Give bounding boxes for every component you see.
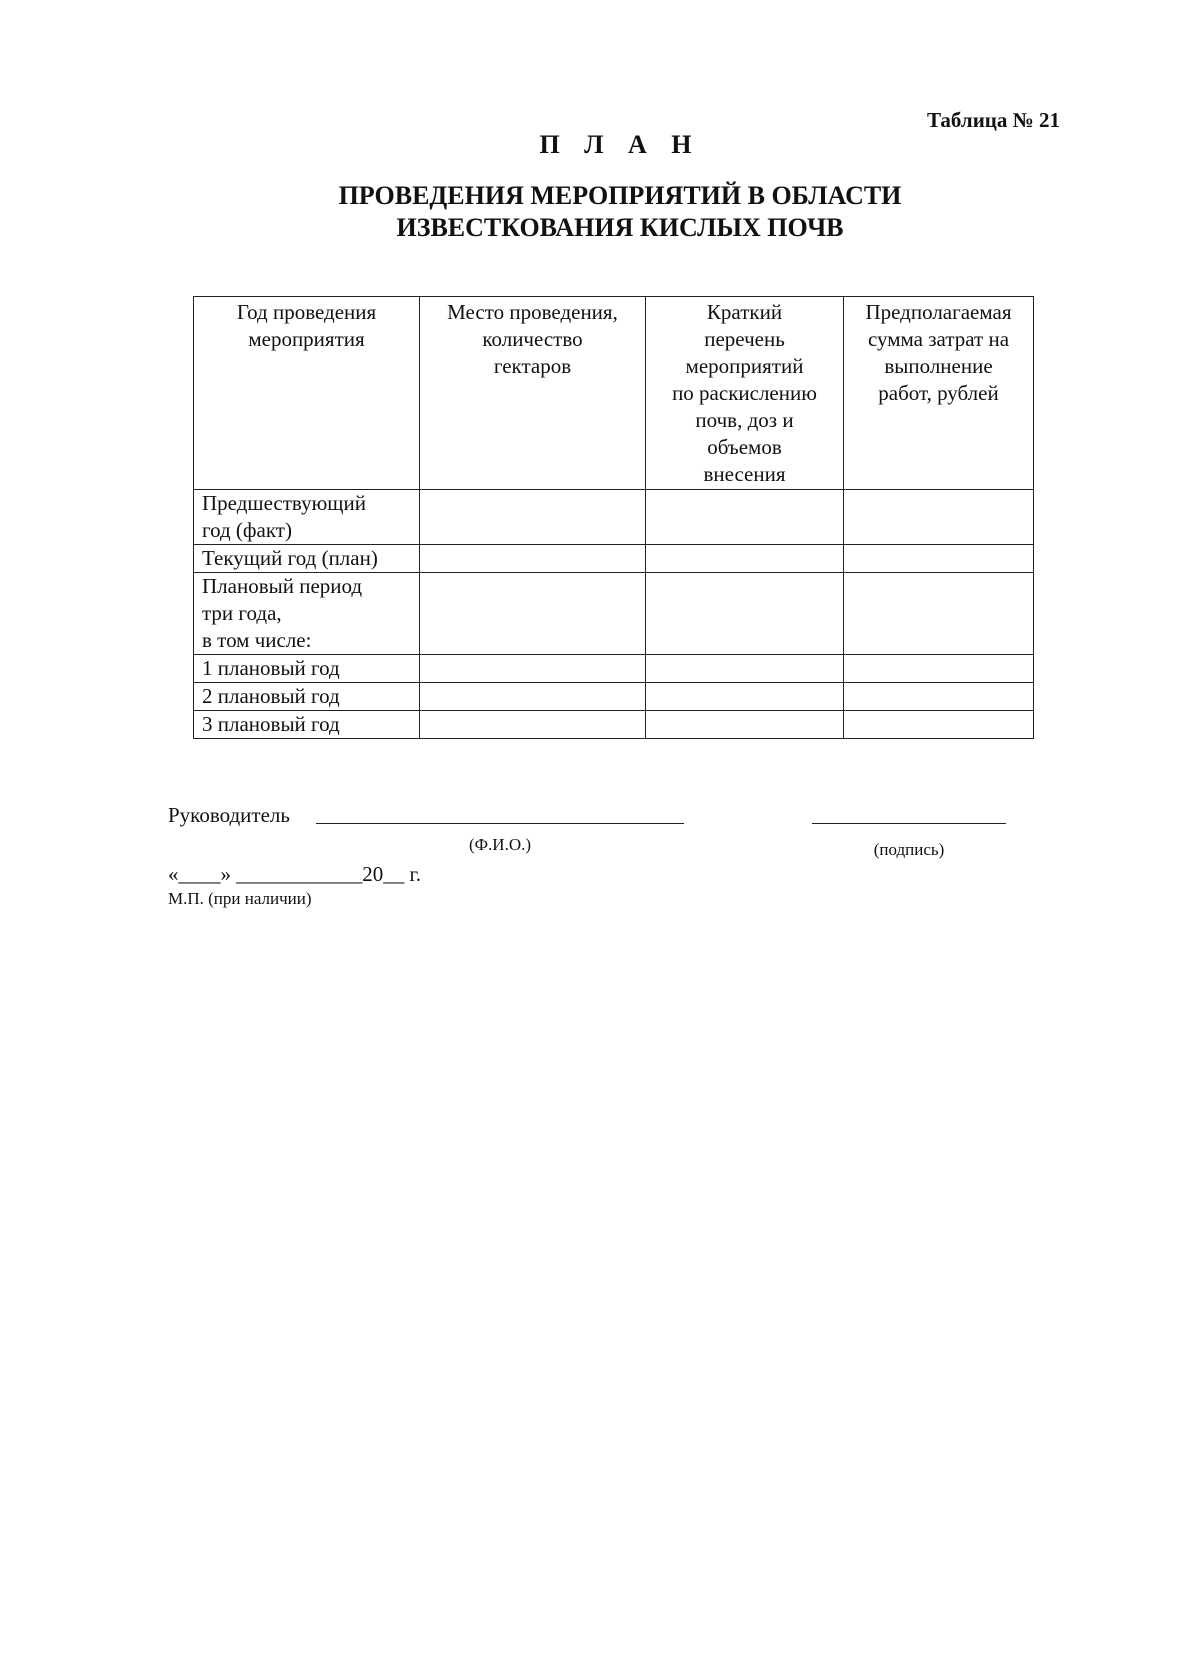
document-title: П Л А Н	[539, 130, 701, 159]
table-row	[194, 655, 1034, 683]
row-label-prev-year	[194, 490, 420, 545]
header-line: по раскислению	[672, 381, 817, 405]
table-cell[interactable]	[646, 573, 844, 655]
row-label-year-2: 2 плановый год	[194, 683, 420, 711]
table-cell[interactable]	[646, 490, 844, 545]
document-subtitle	[0, 180, 1200, 244]
signature-block	[168, 803, 1028, 923]
header-line: перечень	[704, 327, 785, 351]
fio-line[interactable]	[316, 823, 684, 824]
header-line: внесения	[703, 462, 786, 486]
header-line: мероприятия	[248, 327, 365, 351]
table-cell[interactable]	[646, 683, 844, 711]
header-line: количество	[482, 327, 583, 351]
header-cost	[844, 297, 1034, 490]
row-label-line: три года,	[202, 601, 282, 625]
header-year	[194, 297, 420, 490]
table-cell[interactable]	[646, 655, 844, 683]
table-cell[interactable]	[844, 683, 1034, 711]
table-cell[interactable]	[646, 545, 844, 573]
table-cell[interactable]	[420, 711, 646, 739]
row-label-line: год (факт)	[202, 518, 292, 542]
table-cell[interactable]	[844, 490, 1034, 545]
table-cell[interactable]	[844, 545, 1034, 573]
header-place	[420, 297, 646, 490]
subtitle-line: ПРОВЕДЕНИЯ МЕРОПРИЯТИЙ В ОБЛАСТИ	[338, 181, 902, 210]
plan-table	[193, 296, 1034, 739]
table-cell[interactable]	[844, 655, 1034, 683]
signature-caption: (подпись)	[873, 840, 945, 859]
table-cell[interactable]	[646, 711, 844, 739]
header-line: Место проведения,	[447, 300, 618, 324]
header-line: гектаров	[493, 354, 572, 378]
header-line: сумма затрат на	[867, 327, 1010, 351]
header-line: работ, рублей	[878, 381, 999, 405]
header-line: выполнение	[884, 354, 993, 378]
table-cell[interactable]	[420, 683, 646, 711]
table-cell[interactable]	[844, 573, 1034, 655]
row-label-line: в том числе:	[202, 628, 312, 652]
table-cell[interactable]	[420, 545, 646, 573]
header-line: Год проведения	[236, 300, 377, 324]
header-line: почв, доз и	[695, 408, 794, 432]
table-row	[194, 683, 1034, 711]
table-cell[interactable]	[844, 711, 1034, 739]
fio-caption: (Ф.И.О.)	[468, 835, 532, 854]
table-row	[194, 490, 1034, 545]
table-cell[interactable]	[420, 655, 646, 683]
row-label-year-3: 3 плановый год	[194, 711, 420, 739]
row-label-year-1: 1 плановый год	[194, 655, 420, 683]
subtitle-line: ИЗВЕСТКОВАНИЯ КИСЛЫХ ПОЧВ	[396, 213, 844, 242]
table-row	[194, 545, 1034, 573]
table-row	[194, 573, 1034, 655]
date-line: «____» ____________20__ г.	[168, 862, 421, 886]
table-number: Таблица № 21	[926, 108, 1060, 132]
manager-label: Руководитель	[168, 803, 290, 827]
table-cell[interactable]	[420, 490, 646, 545]
stamp-label: М.П. (при наличии)	[168, 889, 312, 908]
row-label-line: Предшествующий	[202, 491, 366, 515]
table-cell[interactable]	[420, 573, 646, 655]
header-line: мероприятий	[685, 354, 804, 378]
header-measures	[646, 297, 844, 490]
table-header-row	[194, 297, 1034, 490]
row-label-plan-period	[194, 573, 420, 655]
header-line: объемов	[707, 435, 782, 459]
row-label-current-year: Текущий год (план)	[194, 545, 420, 573]
signature-line[interactable]	[812, 823, 1006, 824]
header-line: Предполагаемая	[865, 300, 1012, 324]
header-line: Краткий	[706, 300, 783, 324]
row-label-line: Плановый период	[202, 574, 363, 598]
table-row	[194, 711, 1034, 739]
